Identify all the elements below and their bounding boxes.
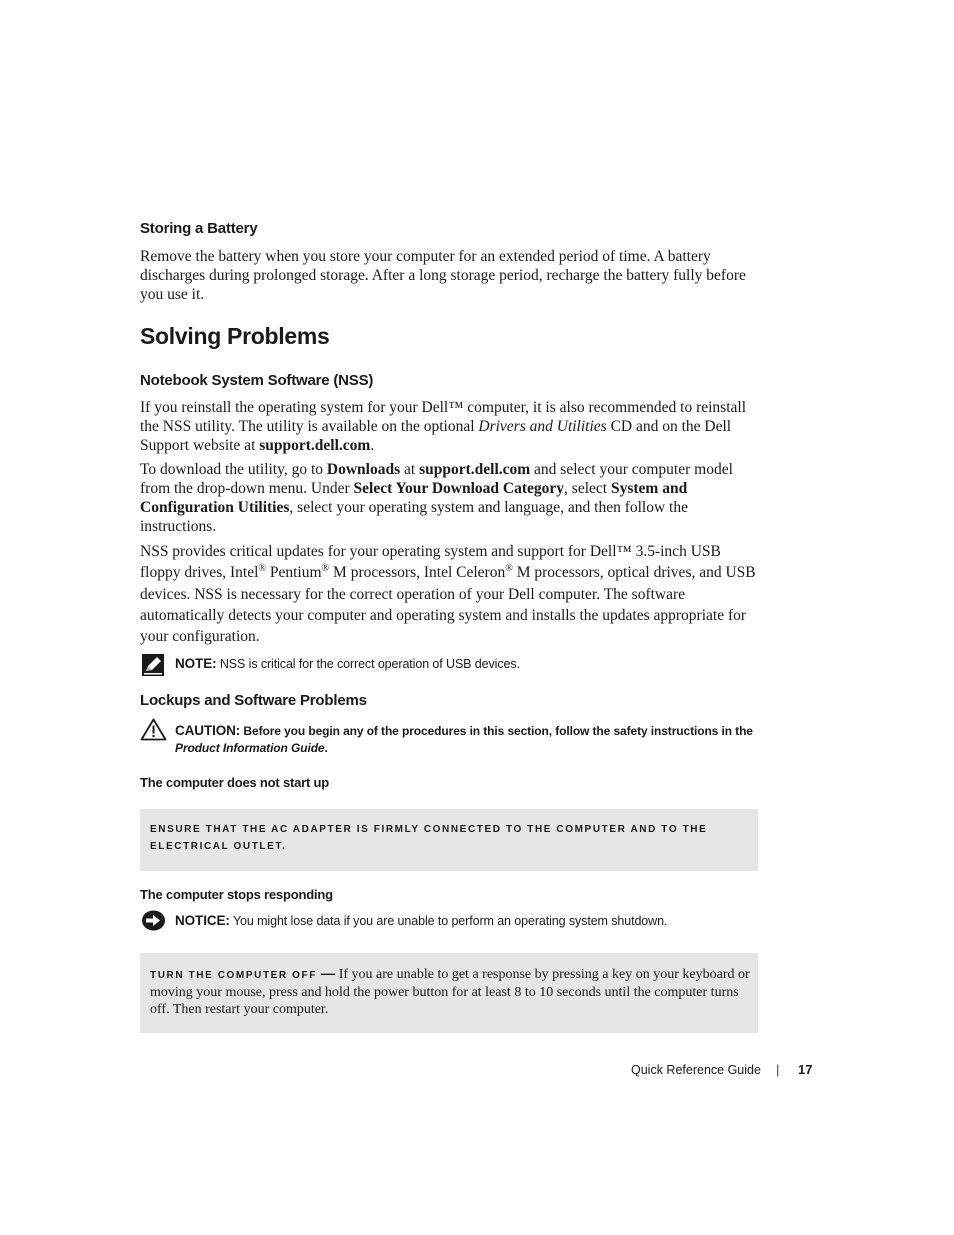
procedure-box-1 [140, 809, 758, 871]
storing-paragraph: Remove the battery when you store your computer for an extended period of time. A battery discharges during prolonged storage. After a long storage period, recharge the battery fully before you use it. [140, 248, 746, 303]
nss-paragraph-3: NSS provides critical updates for your operating system and support for Dell™ 3.5-inch USB floppy drives, Intel® Pentium® M processors, Intel Celeron® M processors, optical drives, and USB devices. NSS is necessary for the correct operation of your Dell computer. The software automatically detects your computer and operating system and installs the updates appropriate for your configuration. [140, 543, 756, 646]
subheading-not-start: The computer does not start up [140, 775, 330, 790]
procedure-box-1-text: ENSURE THAT THE AC ADAPTER IS FIRMLY CONNECTED TO THE COMPUTER AND TO THE ELECTRICAL OUTLET. [150, 824, 708, 852]
note: NOTE: NSS is critical for the correct operation of USB devices. [175, 656, 520, 671]
storing-heading: Storing a Battery [140, 220, 258, 237]
warning-triangle-icon [140, 718, 167, 741]
pencil-note-icon [142, 654, 164, 676]
footer-separator: | [776, 1062, 780, 1077]
lockups-heading: Lockups and Software Problems [140, 692, 367, 709]
subheading-stops-responding: The computer stops responding [140, 887, 333, 902]
nss-heading: Notebook System Software (NSS) [140, 372, 374, 389]
nss-paragraph-1: If you reinstall the operating system for your Dell™ computer, it is also recommended to reinstall the NSS utility. The utility is available on the optional Drivers and Utilities CD and on the Dell Support website at support.dell.com. [140, 399, 746, 454]
notice: NOTICE: You might lose data if you are unable to perform an operating system shutdown. [175, 913, 668, 928]
support-link: support.dell.com [259, 437, 371, 454]
caution: CAUTION: Before you begin any of the procedures in this section, follow the safety instructions in the Product Information Guide. [175, 723, 753, 755]
page-number: 17 [798, 1062, 813, 1077]
solving-heading: Solving Problems [140, 323, 330, 349]
footer-title: Quick Reference Guide [631, 1063, 761, 1077]
notice-arrow-icon [141, 909, 166, 932]
procedure-box-2-text: TURN THE COMPUTER OFF — If you are unable to get a response by pressing a key on your keyboard or moving your mouse, press and hold the power button for at least 8 to 10 seconds until the computer turns off. Then restart your computer. [150, 965, 750, 1017]
procedure-box-2 [140, 953, 758, 1033]
nss-paragraph-2: To download the utility, go to Downloads at support.dell.com and select your computer model from the drop-down menu. Under Select Your Download Category, select System and Configuration Utilities, select your operating system and language, and then follow the instructions. [140, 461, 733, 535]
